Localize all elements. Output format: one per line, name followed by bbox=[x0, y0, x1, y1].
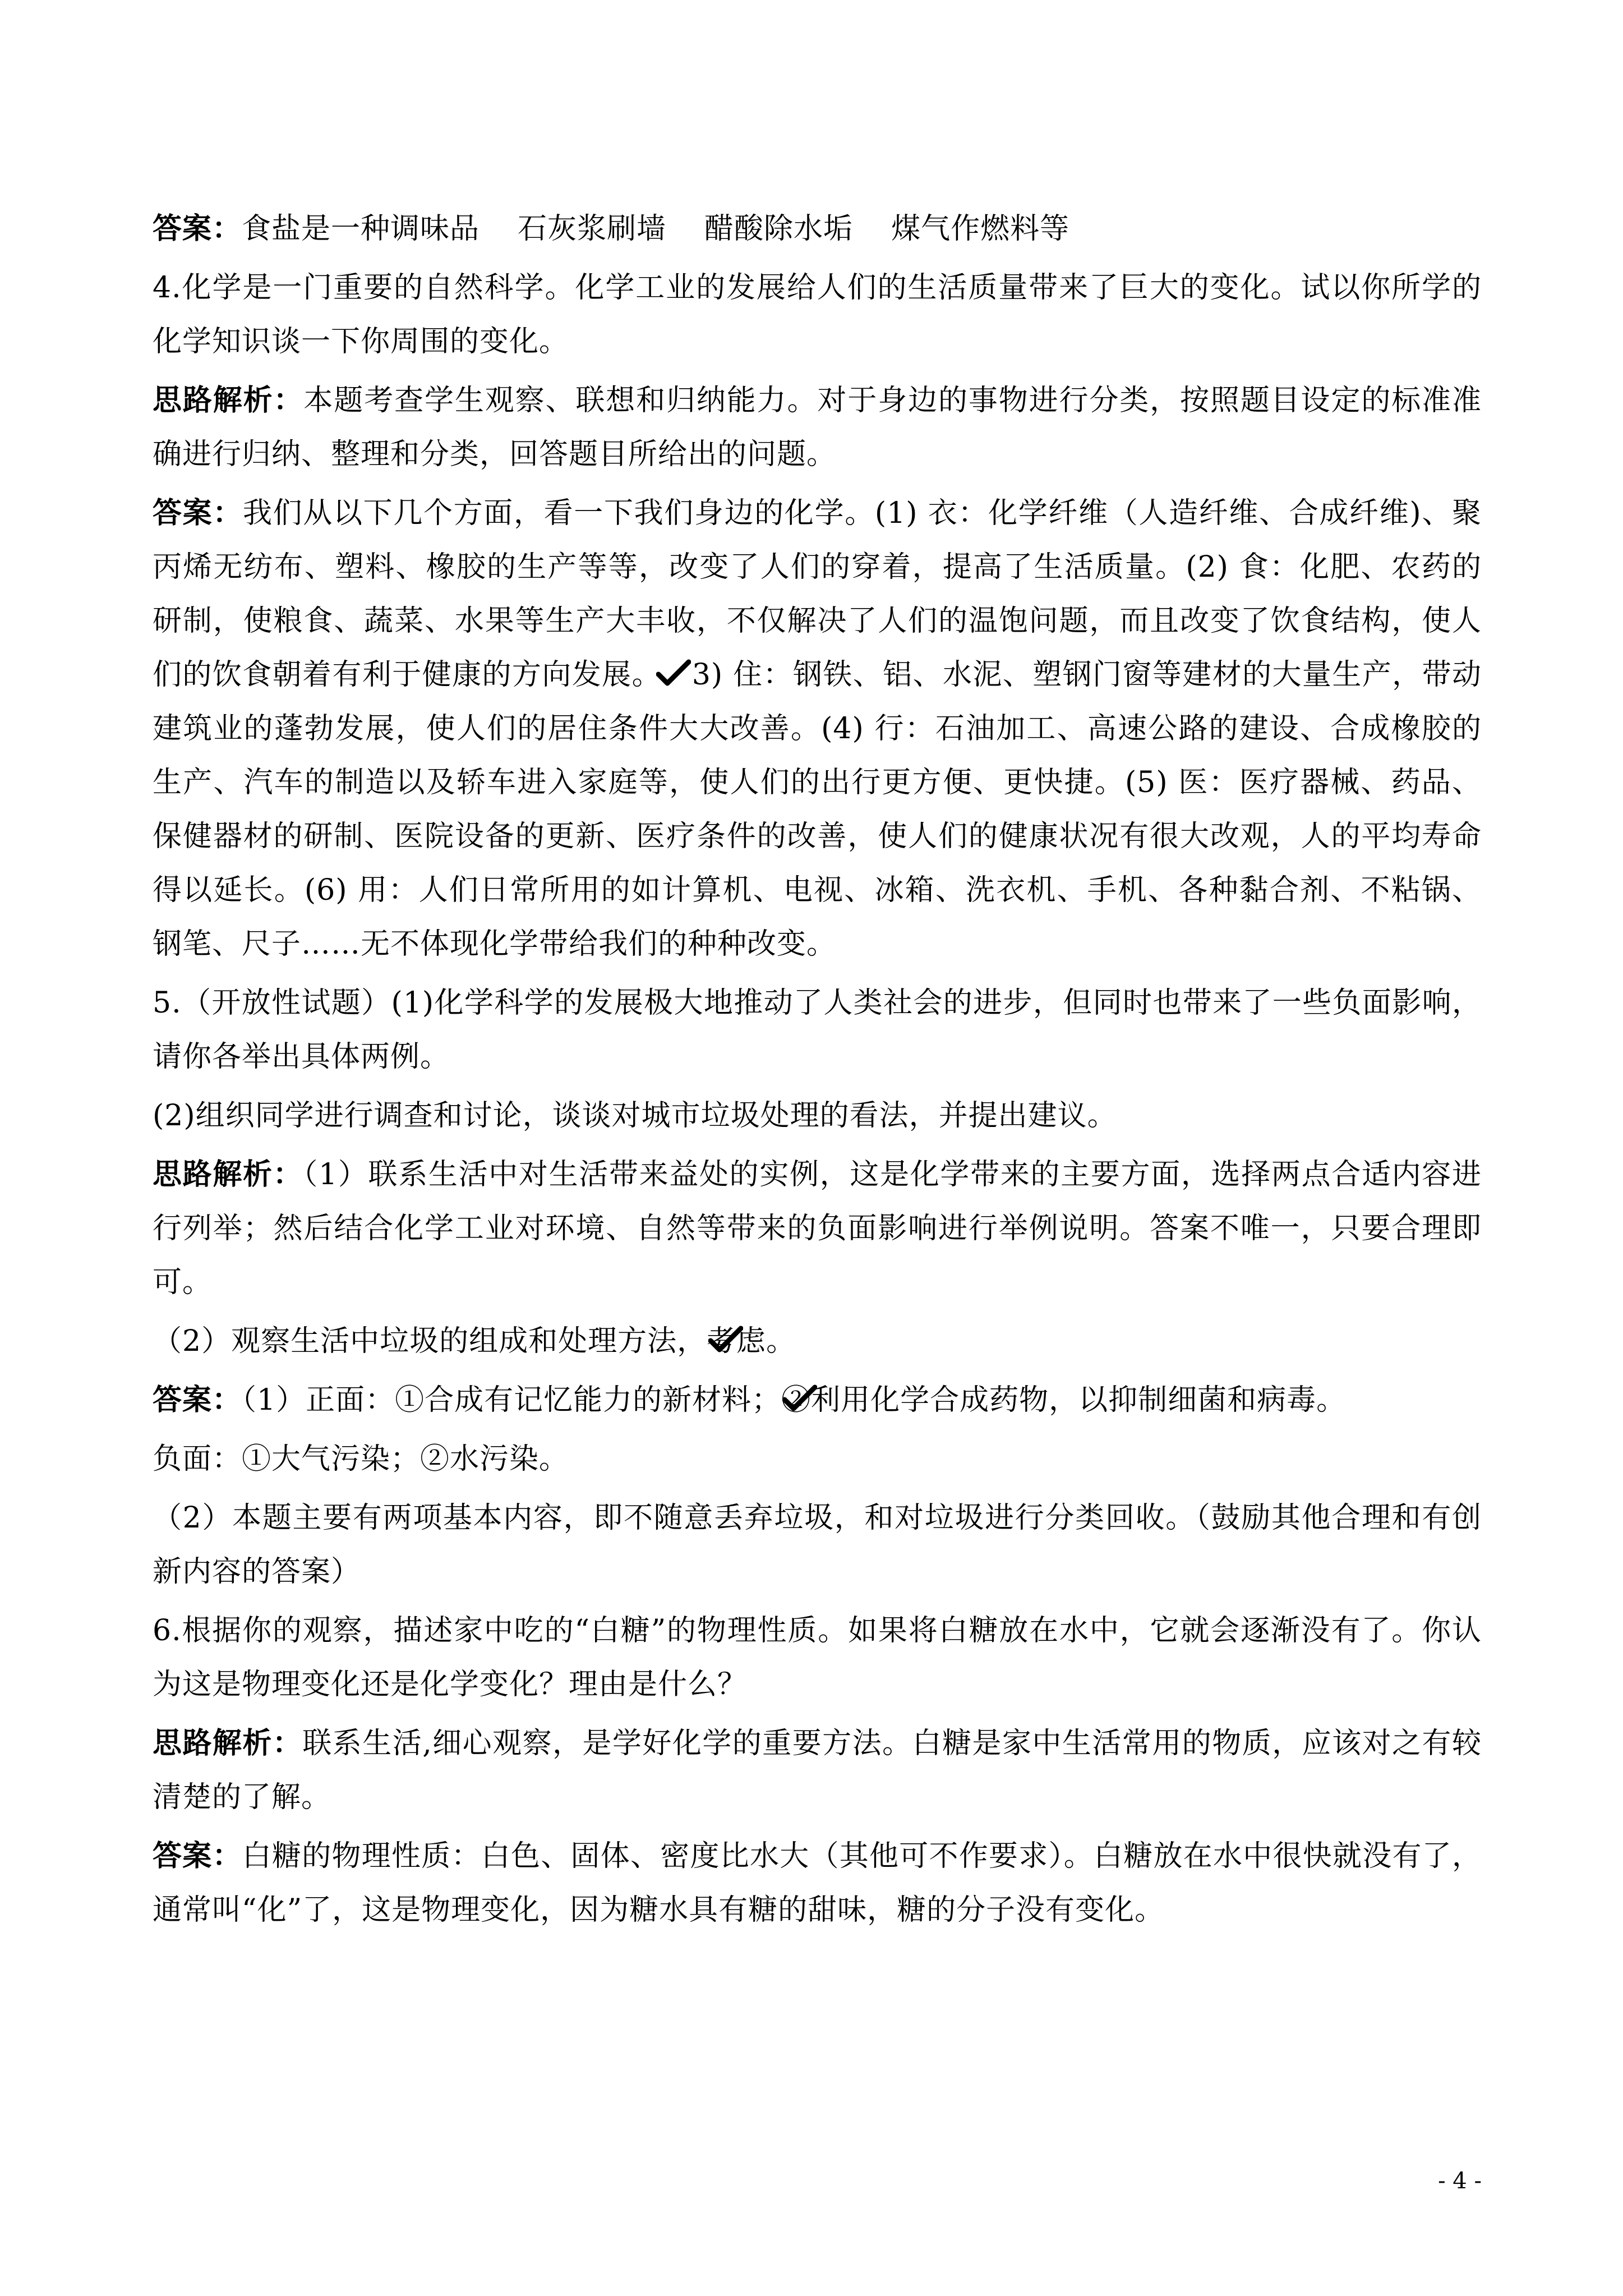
q6-answer bbox=[153, 1829, 1482, 1937]
q4-analysis bbox=[153, 374, 1482, 481]
page-number: - 4 - bbox=[1438, 2168, 1482, 2194]
q4-answer bbox=[153, 486, 1482, 971]
q5-answer-1-text-b: ②利用化学合成药物，以抑制细菌和病毒。 bbox=[781, 1383, 1347, 1417]
q4-answer-text-1: 我们从以下几个方面，看一下我们身边的化学。(1) 衣：化学纤维（人造纤维、合成纤维)、聚丙烯无纺布、塑料、橡胶的生产等等，改变了人们的穿着，提高了生活质量。(2) 食：化肥、农药的研制，使粮食、蔬菜、水果等生产大丰收，不仅解决了人们的温饱问题，而且改变了饮食结构，使人们的饮食朝着有利于健康的方向发展。 bbox=[153, 496, 1482, 692]
question-5-part-2: (2)组织同学进行调查和讨论，谈谈对城市垃圾处理的看法，并提出建议。 bbox=[153, 1099, 1117, 1133]
q4-analysis-text: 本题考查学生观察、联想和归纳能力。对于身边的事物进行分类，按照题目设定的标准准确进行归纳、整理和分类，回答题目所给出的问题。 bbox=[153, 384, 1482, 471]
answer-item: 醋酸除水垢 bbox=[704, 212, 854, 246]
answer-label: 答案： bbox=[153, 496, 243, 530]
answer-label: 答案： bbox=[153, 1383, 242, 1417]
answer-label: 答案： bbox=[153, 1839, 242, 1873]
top-answer bbox=[153, 202, 1482, 256]
q4-answer-text-2: 3) 住：钢铁、铝、水泥、塑钢门窗等建材的大量生产，带动建筑业的蓬勃发展，使人们的居住条件大大改善。(4) 行：石油加工、高速公路的建设、合成橡胶的生产、汽车的制造以及轿车进入家庭等，使人们的出行更方便、更快捷。(5) 医：医疗器械、药品、保健器材的研制、医院设备的更新、医疗条件的改善，使人们的健康状况有很大改观，人的平均寿命得以延长。(6) 用：人们日常所用的如计算机、电视、冰箱、洗衣机、手机、各种黏合剂、不粘锅、钢笔、尺子……无不体现化学带给我们的种种改变。 bbox=[153, 658, 1482, 961]
q6-analysis bbox=[153, 1717, 1482, 1824]
answer-item: 食盐是一种调味品 bbox=[242, 212, 480, 246]
q5-analysis-2-text-a: （2）观察生活中垃圾的组成和处理方法，考 bbox=[153, 1324, 737, 1358]
page-content bbox=[153, 202, 1482, 1942]
analysis-label: 思路解析： bbox=[153, 1726, 303, 1760]
q5-analysis-2 bbox=[153, 1314, 1482, 1368]
analysis-label: 思路解析： bbox=[153, 383, 304, 417]
q5-answer-1-text-a: （1）正面：①合成有记忆能力的新材料； bbox=[242, 1383, 782, 1417]
answer-item: 石灰浆刷墙 bbox=[518, 212, 667, 246]
q5-answer-2: （2）本题主要有两项基本内容，即不随意丢弃垃圾，和对垃圾进行分类回收。（鼓励其他合理和有创新内容的答案） bbox=[153, 1501, 1482, 1589]
q6-analysis-text: 联系生活,细心观察，是学好化学的重要方法。白糖是家中生活常用的物质，应该对之有较清楚的了解。 bbox=[153, 1727, 1482, 1814]
question-5-part-1: 5.（开放性试题）(1)化学科学的发展极大地推动了人类社会的进步，但同时也带来了一些负面影响，请你各举出具体两例。 bbox=[153, 986, 1482, 1074]
analysis-label: 思路解析： bbox=[153, 1157, 303, 1191]
question-6: 6.根据你的观察，描述家中吃的“白糖”的物理性质。如果将白糖放在水中，它就会逐渐没有了。你认为这是物理变化还是化学变化？理由是什么？ bbox=[153, 1614, 1482, 1701]
answer-item: 煤气作燃料等 bbox=[891, 212, 1070, 246]
q5-analysis-1-text: （1）联系生活中对生活带来益处的实例，这是化学带来的主要方面，选择两点合适内容进行列举；然后结合化学工业对环境、自然等带来的负面影响进行举例说明。答案不唯一，只要合理即可。 bbox=[153, 1158, 1482, 1299]
q5-analysis-2-text-b: 虑。 bbox=[736, 1324, 796, 1358]
q5-answer-negative: 负面：①大气污染；②水污染。 bbox=[153, 1442, 569, 1476]
answer-label: 答案： bbox=[153, 211, 242, 246]
question-4: 4.化学是一门重要的自然科学。化学工业的发展给人们的生活质量带来了巨大的变化。试以你所学的化学知识谈一下你周围的变化。 bbox=[153, 271, 1482, 358]
q6-answer-text: 白糖的物理性质：白色、固体、密度比水大（其他可不作要求）。白糖放在水中很快就没有了，通常叫“化”了，这是物理变化，因为糖水具有糖的甜味，糖的分子没有变化。 bbox=[153, 1839, 1482, 1927]
q5-answer-1 bbox=[153, 1373, 1482, 1427]
q5-analysis-1 bbox=[153, 1148, 1482, 1309]
